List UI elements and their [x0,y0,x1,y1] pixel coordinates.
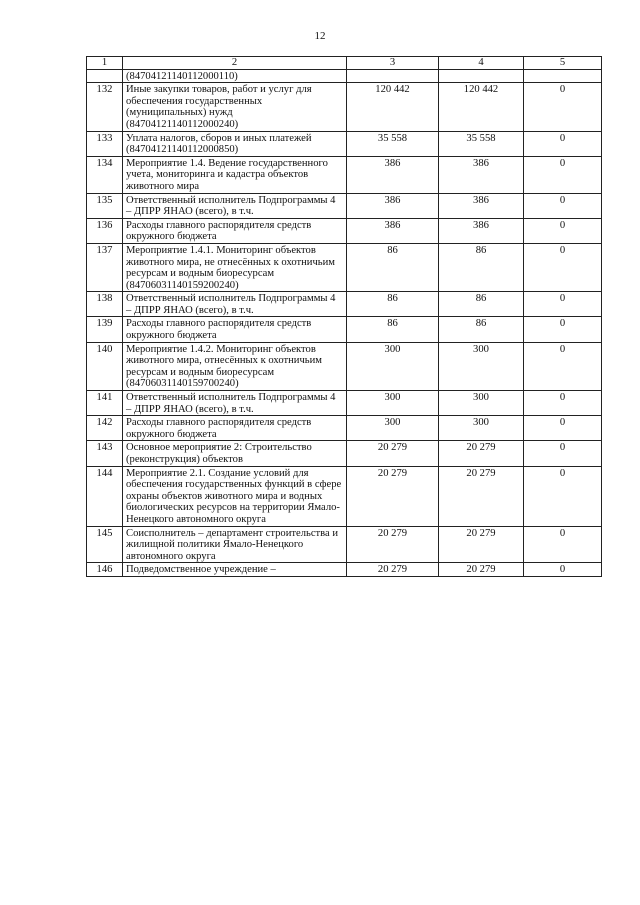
row-value-col4: 300 [439,416,524,441]
row-value-col4: 20 279 [439,526,524,563]
row-description: (84704121140112000110) [123,69,347,83]
row-number: 133 [87,131,123,156]
row-value-col5: 0 [524,416,602,441]
row-value-col3: 86 [347,317,439,342]
row-number: 145 [87,526,123,563]
row-value-col3: 300 [347,342,439,390]
row-value-col5: 0 [524,243,602,291]
row-value-col4: 300 [439,391,524,416]
row-value-col3: 386 [347,218,439,243]
row-value-col3: 86 [347,292,439,317]
row-description: Уплата налогов, сборов и иных платежей (84704121140112000850) [123,131,347,156]
row-value-col5: 0 [524,193,602,218]
row-value-col4: 120 442 [439,83,524,131]
table-row [87,243,602,291]
column-header: 3 [347,57,439,70]
table-row [87,218,602,243]
table-row [87,317,602,342]
row-number: 135 [87,193,123,218]
row-value-col3: 20 279 [347,466,439,526]
row-value-col4: 386 [439,218,524,243]
row-value-col5: 0 [524,441,602,466]
row-value-col4: 386 [439,193,524,218]
row-description: Ответственный исполнитель Подпрограммы 4 – ДПРР ЯНАО (всего), в т.ч. [123,292,347,317]
table-row [87,342,602,390]
table-row [87,466,602,526]
row-description: Ответственный исполнитель Подпрограммы 4 – ДПРР ЯНАО (всего), в т.ч. [123,193,347,218]
table-row [87,83,602,131]
row-value-col5: 0 [524,526,602,563]
row-number: 143 [87,441,123,466]
table-row [87,441,602,466]
row-number: 134 [87,156,123,193]
row-number: 141 [87,391,123,416]
row-number: 144 [87,466,123,526]
row-value-col3: 20 279 [347,563,439,577]
row-description: Расходы главного распорядителя средств окружного бюджета [123,317,347,342]
row-value-col4: 20 279 [439,563,524,577]
table-row [87,391,602,416]
row-number: 137 [87,243,123,291]
row-value-col4: 386 [439,156,524,193]
row-number [87,69,123,83]
table-row [87,193,602,218]
row-description: Мероприятие 1.4.1. Мониторинг объектов животного мира, не отнесённых к охотничьим ресурсам и водным биоресурсам (84706031140159200240) [123,243,347,291]
row-value-col4 [439,69,524,83]
row-value-col5: 0 [524,391,602,416]
row-description: Соисполнитель – департамент строительства и жилищной политики Ямало-Ненецкого автономного округа [123,526,347,563]
row-value-col5: 0 [524,131,602,156]
page-number: 12 [314,30,326,42]
table-row [87,416,602,441]
column-header: 1 [87,57,123,70]
row-value-col3: 20 279 [347,441,439,466]
row-value-col5: 0 [524,156,602,193]
row-value-col3: 386 [347,193,439,218]
row-value-col3: 120 442 [347,83,439,131]
row-description: Ответственный исполнитель Подпрограммы 4 – ДПРР ЯНАО (всего), в т.ч. [123,391,347,416]
row-value-col5: 0 [524,292,602,317]
table-row [87,69,602,83]
row-value-col5: 0 [524,466,602,526]
row-value-col5 [524,69,602,83]
table-row [87,131,602,156]
row-description: Расходы главного распорядителя средств окружного бюджета [123,416,347,441]
table-row [87,156,602,193]
row-value-col4: 86 [439,317,524,342]
row-value-col3: 300 [347,391,439,416]
budget-table [86,56,602,577]
column-header: 5 [524,57,602,70]
row-value-col4: 300 [439,342,524,390]
row-number: 139 [87,317,123,342]
table-row [87,526,602,563]
row-number: 136 [87,218,123,243]
table-body [87,69,602,576]
row-description: Мероприятие 1.4.2. Мониторинг объектов животного мира, отнесённых к охотничьим ресурсам и водным биоресурсам (84706031140159700240) [123,342,347,390]
row-description: Иные закупки товаров, работ и услуг для обеспечения государственных (муниципальных) нужд (84704121140112000240) [123,83,347,131]
row-value-col3: 35 558 [347,131,439,156]
row-description: Расходы главного распорядителя средств окружного бюджета [123,218,347,243]
row-number: 146 [87,563,123,577]
row-value-col3: 300 [347,416,439,441]
row-value-col4: 20 279 [439,441,524,466]
table-header-row [87,57,602,70]
row-value-col4: 86 [439,292,524,317]
row-value-col3 [347,69,439,83]
row-value-col4: 35 558 [439,131,524,156]
row-description: Мероприятие 1.4. Ведение государственного учета, мониторинга и кадастра объектов животного мира [123,156,347,193]
row-number: 142 [87,416,123,441]
row-value-col5: 0 [524,218,602,243]
column-header: 2 [123,57,347,70]
row-description: Основное мероприятие 2: Строительство (реконструкция) объектов [123,441,347,466]
row-value-col4: 20 279 [439,466,524,526]
row-number: 140 [87,342,123,390]
row-number: 132 [87,83,123,131]
table-row [87,563,602,577]
row-number: 138 [87,292,123,317]
row-value-col5: 0 [524,317,602,342]
table-row [87,292,602,317]
row-description: Мероприятие 2.1. Создание условий для обеспечения государственных функций в сфере охраны объектов животного мира и водных биологических ресурсов на территории Ямало-Ненецкого автономного округа [123,466,347,526]
row-value-col3: 20 279 [347,526,439,563]
column-header: 4 [439,57,524,70]
row-value-col5: 0 [524,342,602,390]
row-value-col3: 386 [347,156,439,193]
row-value-col5: 0 [524,83,602,131]
row-description: Подведомственное учреждение – [123,563,347,577]
row-value-col3: 86 [347,243,439,291]
row-value-col5: 0 [524,563,602,577]
row-value-col4: 86 [439,243,524,291]
